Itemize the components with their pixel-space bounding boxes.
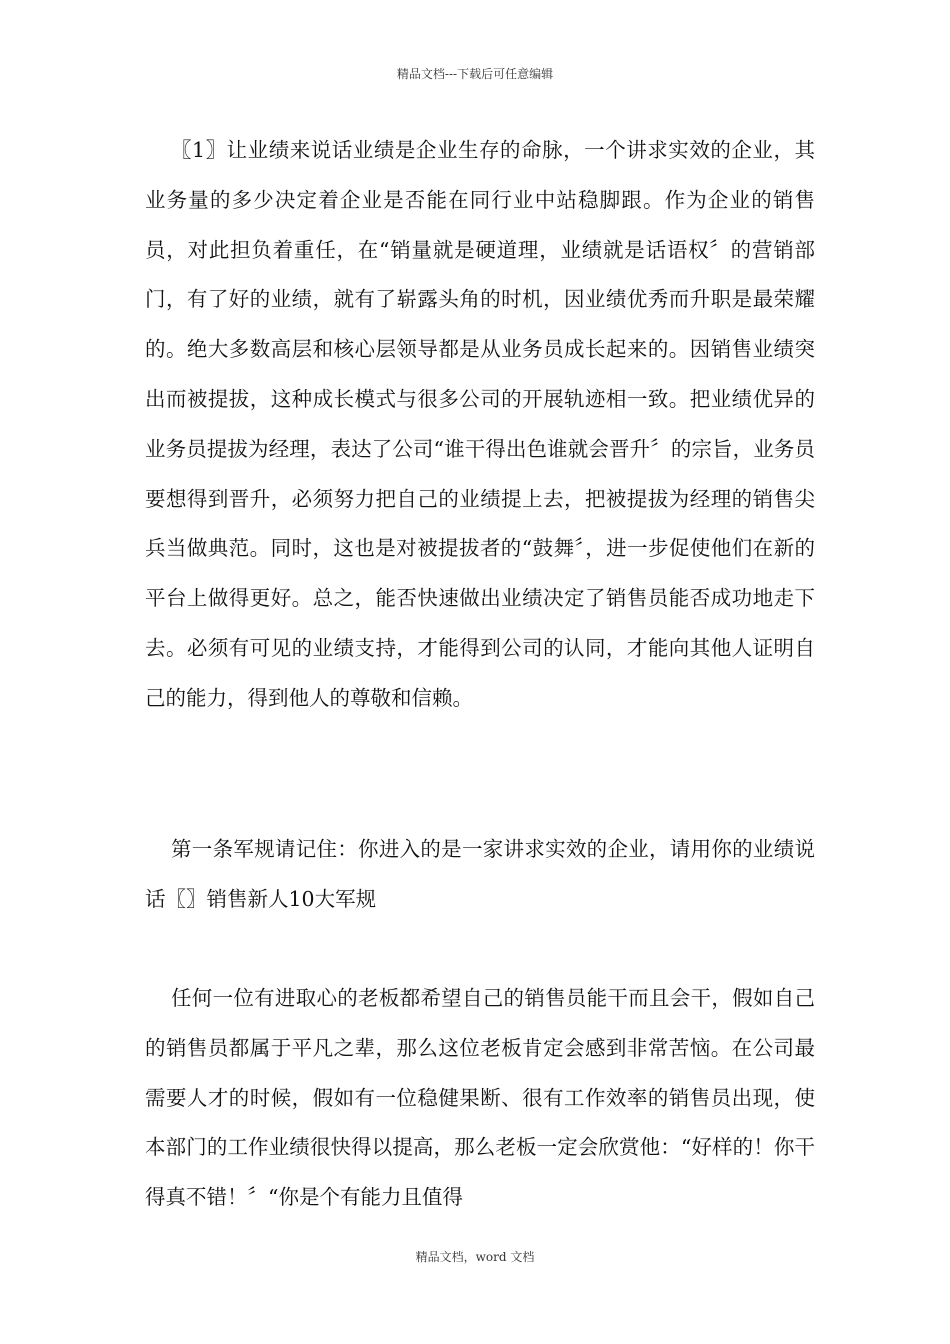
paragraph-first-rule: 第一条军规请记住：你进入的是一家讲求实效的企业，请用你的业绩说话〖〗销售新人10大军规 — [145, 837, 815, 911]
page-footer: 精品文档，word 文档 — [415, 1250, 535, 1264]
paragraph-boss-expectation: 任何一位有进取心的老板都希望自己的销售员能干而且会干，假如自己的销售员都属于平凡之辈，那么这位老板肯定会感到非常苦恼。在公司最需要人才的时候，假如有一位稳健果断、很有工作效率的销售员出现，使本部门的工作业绩很快得以提高，那么老板一定会欣赏他：“好样的！你干得真不错！〞“你是个有能力且值得 — [145, 986, 815, 1210]
paragraph-performance: 〖1〗让业绩来说话业绩是企业生存的命脉，一个讲求实效的企业，其业务量的多少决定着企业是否能在同行业中站稳脚跟。作为企业的销售员，对此担负着重任，在“销量就是硬道理，业绩就是话语权〞的营销部门，有了好的业绩，就有了崭露头角的时机，因业绩优秀而升职是最荣耀的。绝大多数高层和核心层领导都是从业务员成长起来的。因销售业绩突出而被提拔，这种成长模式与很多公司的开展轨迹相一致。把业绩优异的业务员提拔为经理，表达了公司“谁干得出色谁就会晋升〞的宗旨，业务员要想得到晋升，必须努力把自己的业绩提上去，把被提拔为经理的销售尖兵当做典范。同时，这也是对被提拔者的“鼓舞〞，进一步促使他们在新的平台上做得更好。总之，能否快速做出业绩决定了销售员能否成功地走下去。必须有可见的业绩支持，才能得到公司的认同，才能向其他人证明自己的能力，得到他人的尊敬和信赖。 — [145, 138, 815, 710]
page-header: 精品文档---下载后可任意编辑 — [396, 67, 554, 81]
